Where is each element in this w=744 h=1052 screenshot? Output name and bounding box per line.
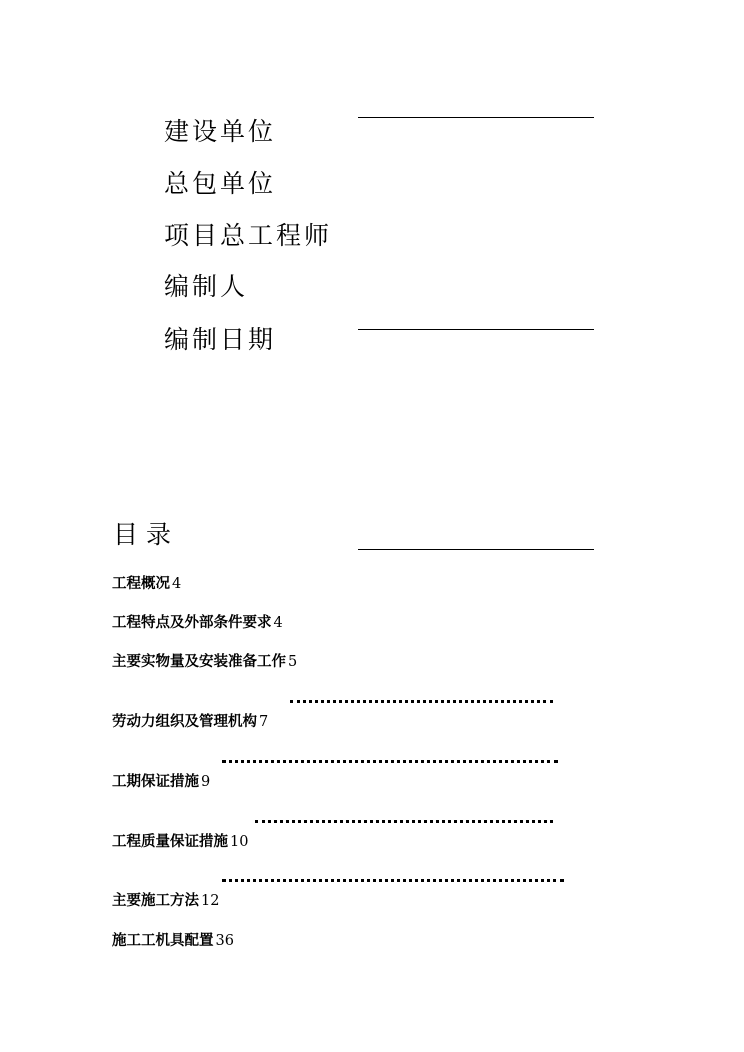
toc-item[interactable]	[112, 712, 268, 732]
toc-leader-dots	[222, 760, 558, 763]
toc-item[interactable]	[112, 832, 248, 852]
toc-item[interactable]	[112, 772, 210, 792]
toc-leader-dots	[255, 820, 553, 823]
toc-item-label: 工程特点及外部条件要求	[112, 614, 272, 631]
toc-leader-dots	[290, 700, 553, 703]
toc-item-page: 4	[273, 615, 283, 631]
toc-item[interactable]	[112, 613, 283, 633]
toc-item-page: 4	[172, 576, 182, 592]
toc-title-line	[358, 549, 594, 550]
toc-item[interactable]	[112, 891, 219, 911]
toc-item-label: 主要实物量及安装准备工作	[112, 653, 286, 670]
toc-item[interactable]	[112, 931, 234, 951]
toc-item-label: 主要施工方法	[112, 892, 199, 909]
field-label-compiler: 编制人	[164, 272, 249, 301]
field-label-chief-engineer: 项目总工程师	[164, 221, 333, 250]
top-signature-line	[358, 117, 594, 118]
toc-item-label: 施工工机具配置	[112, 932, 214, 949]
field-label-construction-unit: 建设单位	[164, 117, 277, 146]
toc-item[interactable]	[112, 574, 181, 594]
toc-item-page: 5	[288, 654, 298, 670]
toc-item-page: 7	[259, 714, 269, 730]
toc-item-label: 劳动力组织及管理机构	[112, 713, 257, 730]
field-label-compile-date: 编制日期	[164, 325, 277, 354]
toc-leader-dots	[222, 879, 564, 882]
toc-item-page: 10	[230, 834, 249, 850]
toc-title: 目录	[113, 520, 180, 549]
toc-item-page: 36	[215, 933, 234, 949]
date-signature-line	[358, 329, 594, 330]
toc-item[interactable]	[112, 652, 297, 672]
toc-item-page: 12	[201, 893, 220, 909]
toc-item-label: 工程质量保证措施	[112, 833, 228, 850]
field-label-general-contractor: 总包单位	[164, 169, 277, 198]
toc-item-label: 工程概况	[112, 575, 170, 592]
toc-item-page: 9	[201, 774, 211, 790]
toc-item-label: 工期保证措施	[112, 773, 199, 790]
